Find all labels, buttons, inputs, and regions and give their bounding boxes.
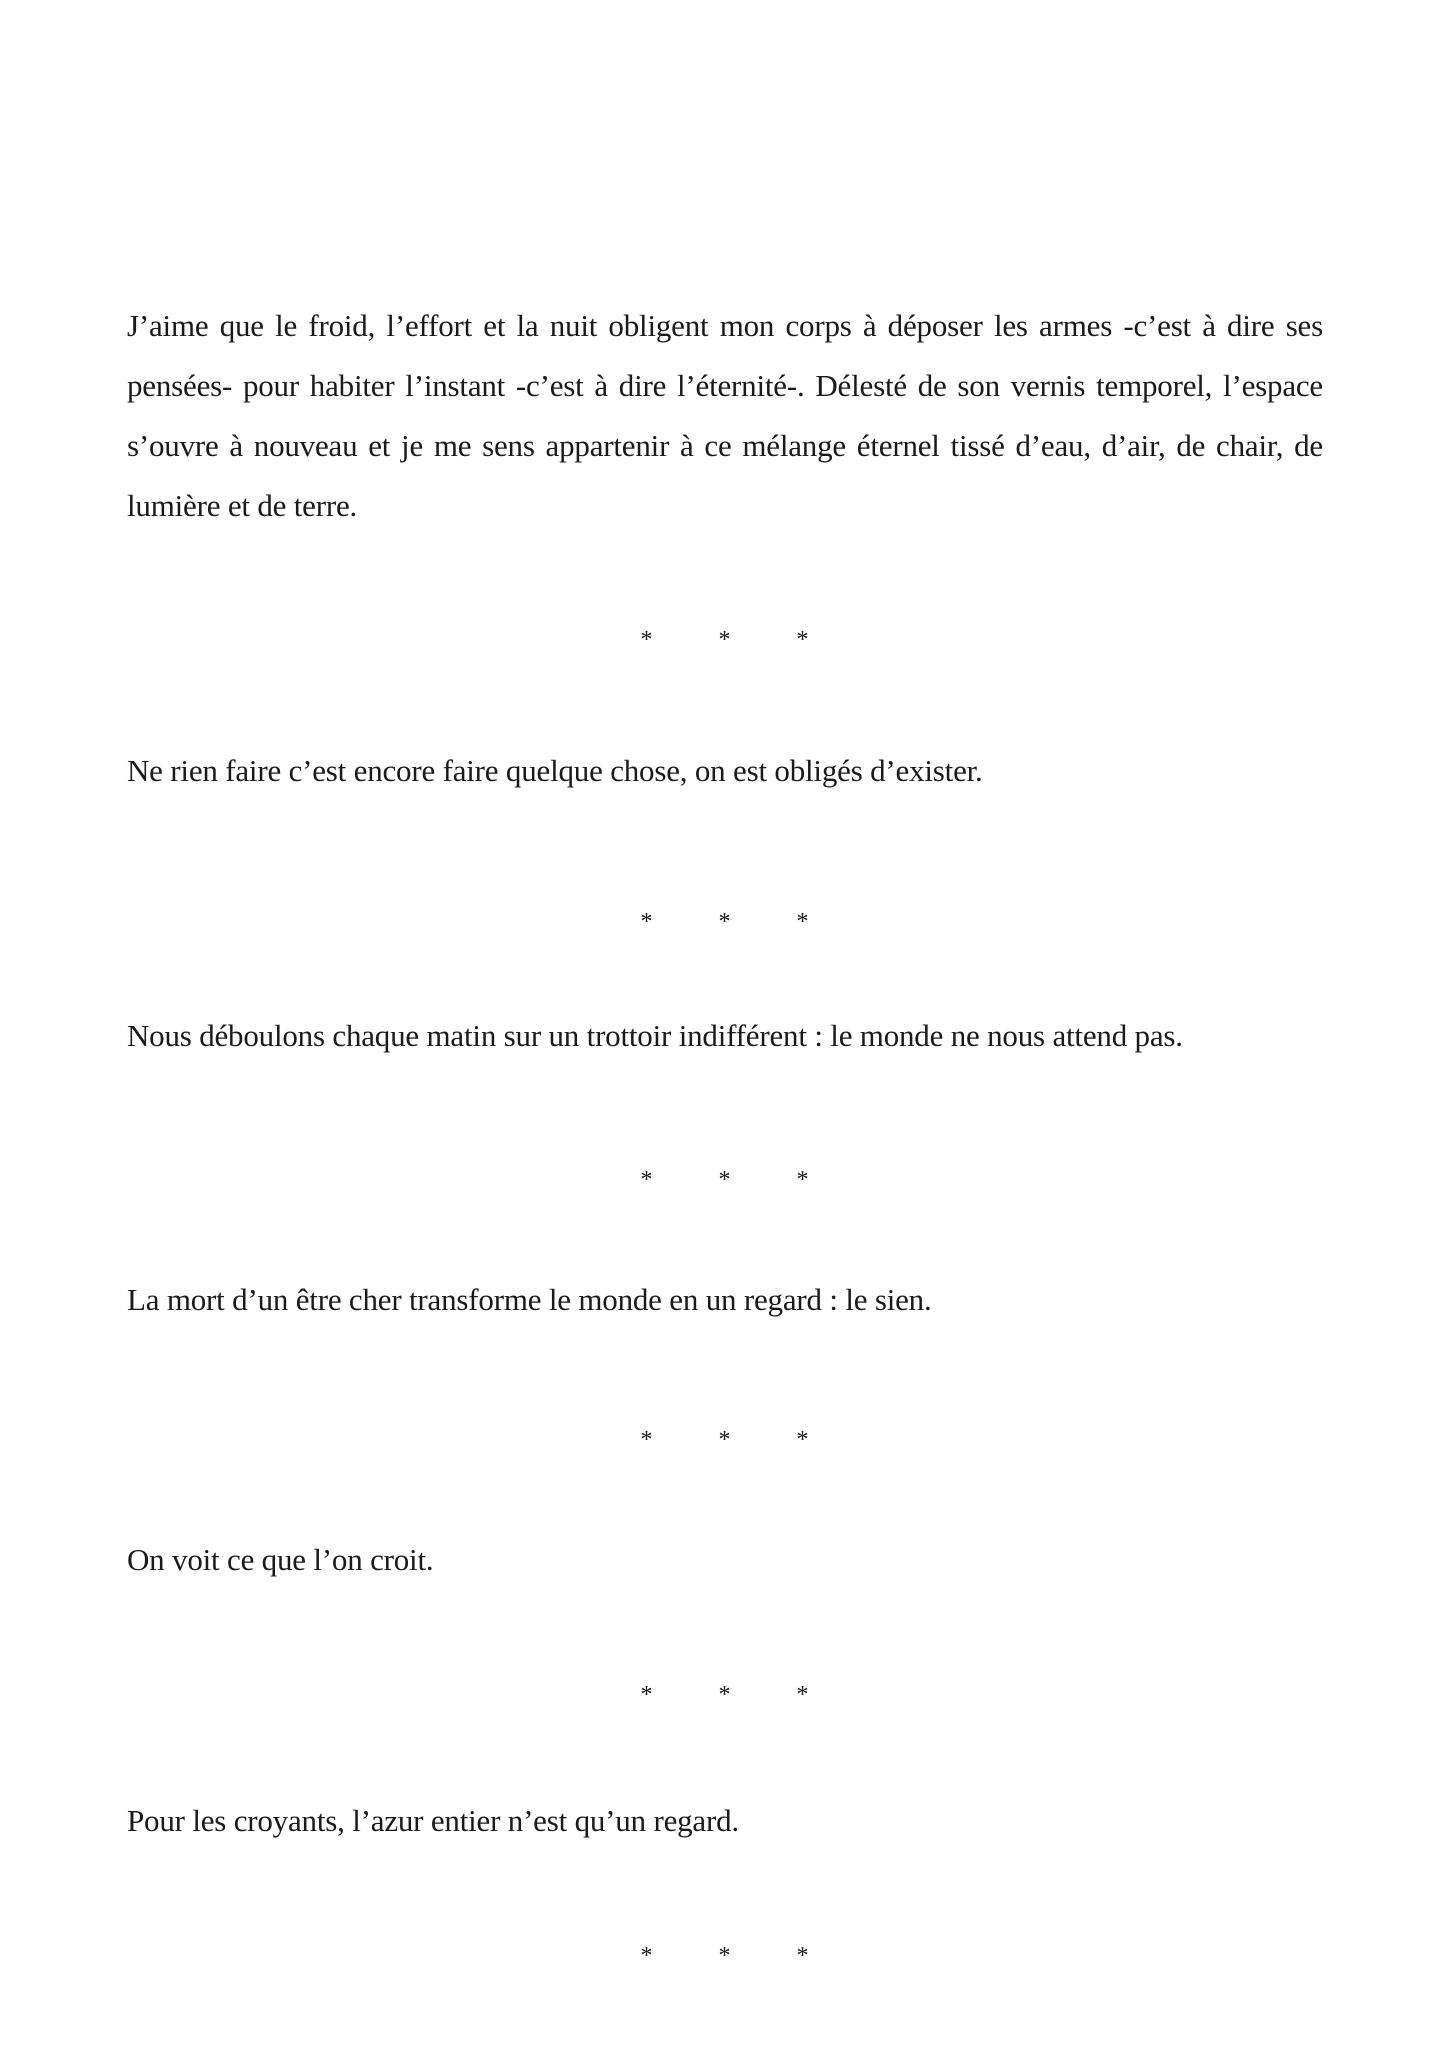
section-separator-2: * * * bbox=[640, 909, 839, 935]
section-separator-3: * * * bbox=[640, 1167, 839, 1193]
paragraph-3: Nous déboulons chaque matin sur un trottoir indifférent : le monde ne nous attend pas. bbox=[127, 1018, 1183, 1053]
section-separator-4: * * * bbox=[640, 1427, 839, 1453]
section-separator-5: * * * bbox=[640, 1682, 839, 1708]
section-separator-1: * * * bbox=[640, 627, 839, 653]
section-separator-6: * * * bbox=[640, 1943, 839, 1969]
paragraph-2: Ne rien faire c’est encore faire quelque chose, on est obligés d’exister. bbox=[127, 753, 983, 788]
paragraph-5: On voit ce que l’on croit. bbox=[127, 1542, 434, 1577]
paragraph-4: La mort d’un être cher transforme le monde en un regard : le sien. bbox=[127, 1282, 932, 1317]
paragraph-1: J’aime que le froid, l’effort et la nuit obligent mon corps à déposer les armes -c’est à dire ses pensées- pour habiter l’instant -c’est à dire l’éternité-. Délesté de son vernis temporel, l’espace s’ouvre à nouveau et je me sens appartenir à ce mélange éternel tissé d’eau, d’air, de chair, de lumière et de terre. bbox=[127, 308, 1323, 523]
paragraph-6: Pour les croyants, l’azur entier n’est qu’un regard. bbox=[127, 1803, 739, 1838]
